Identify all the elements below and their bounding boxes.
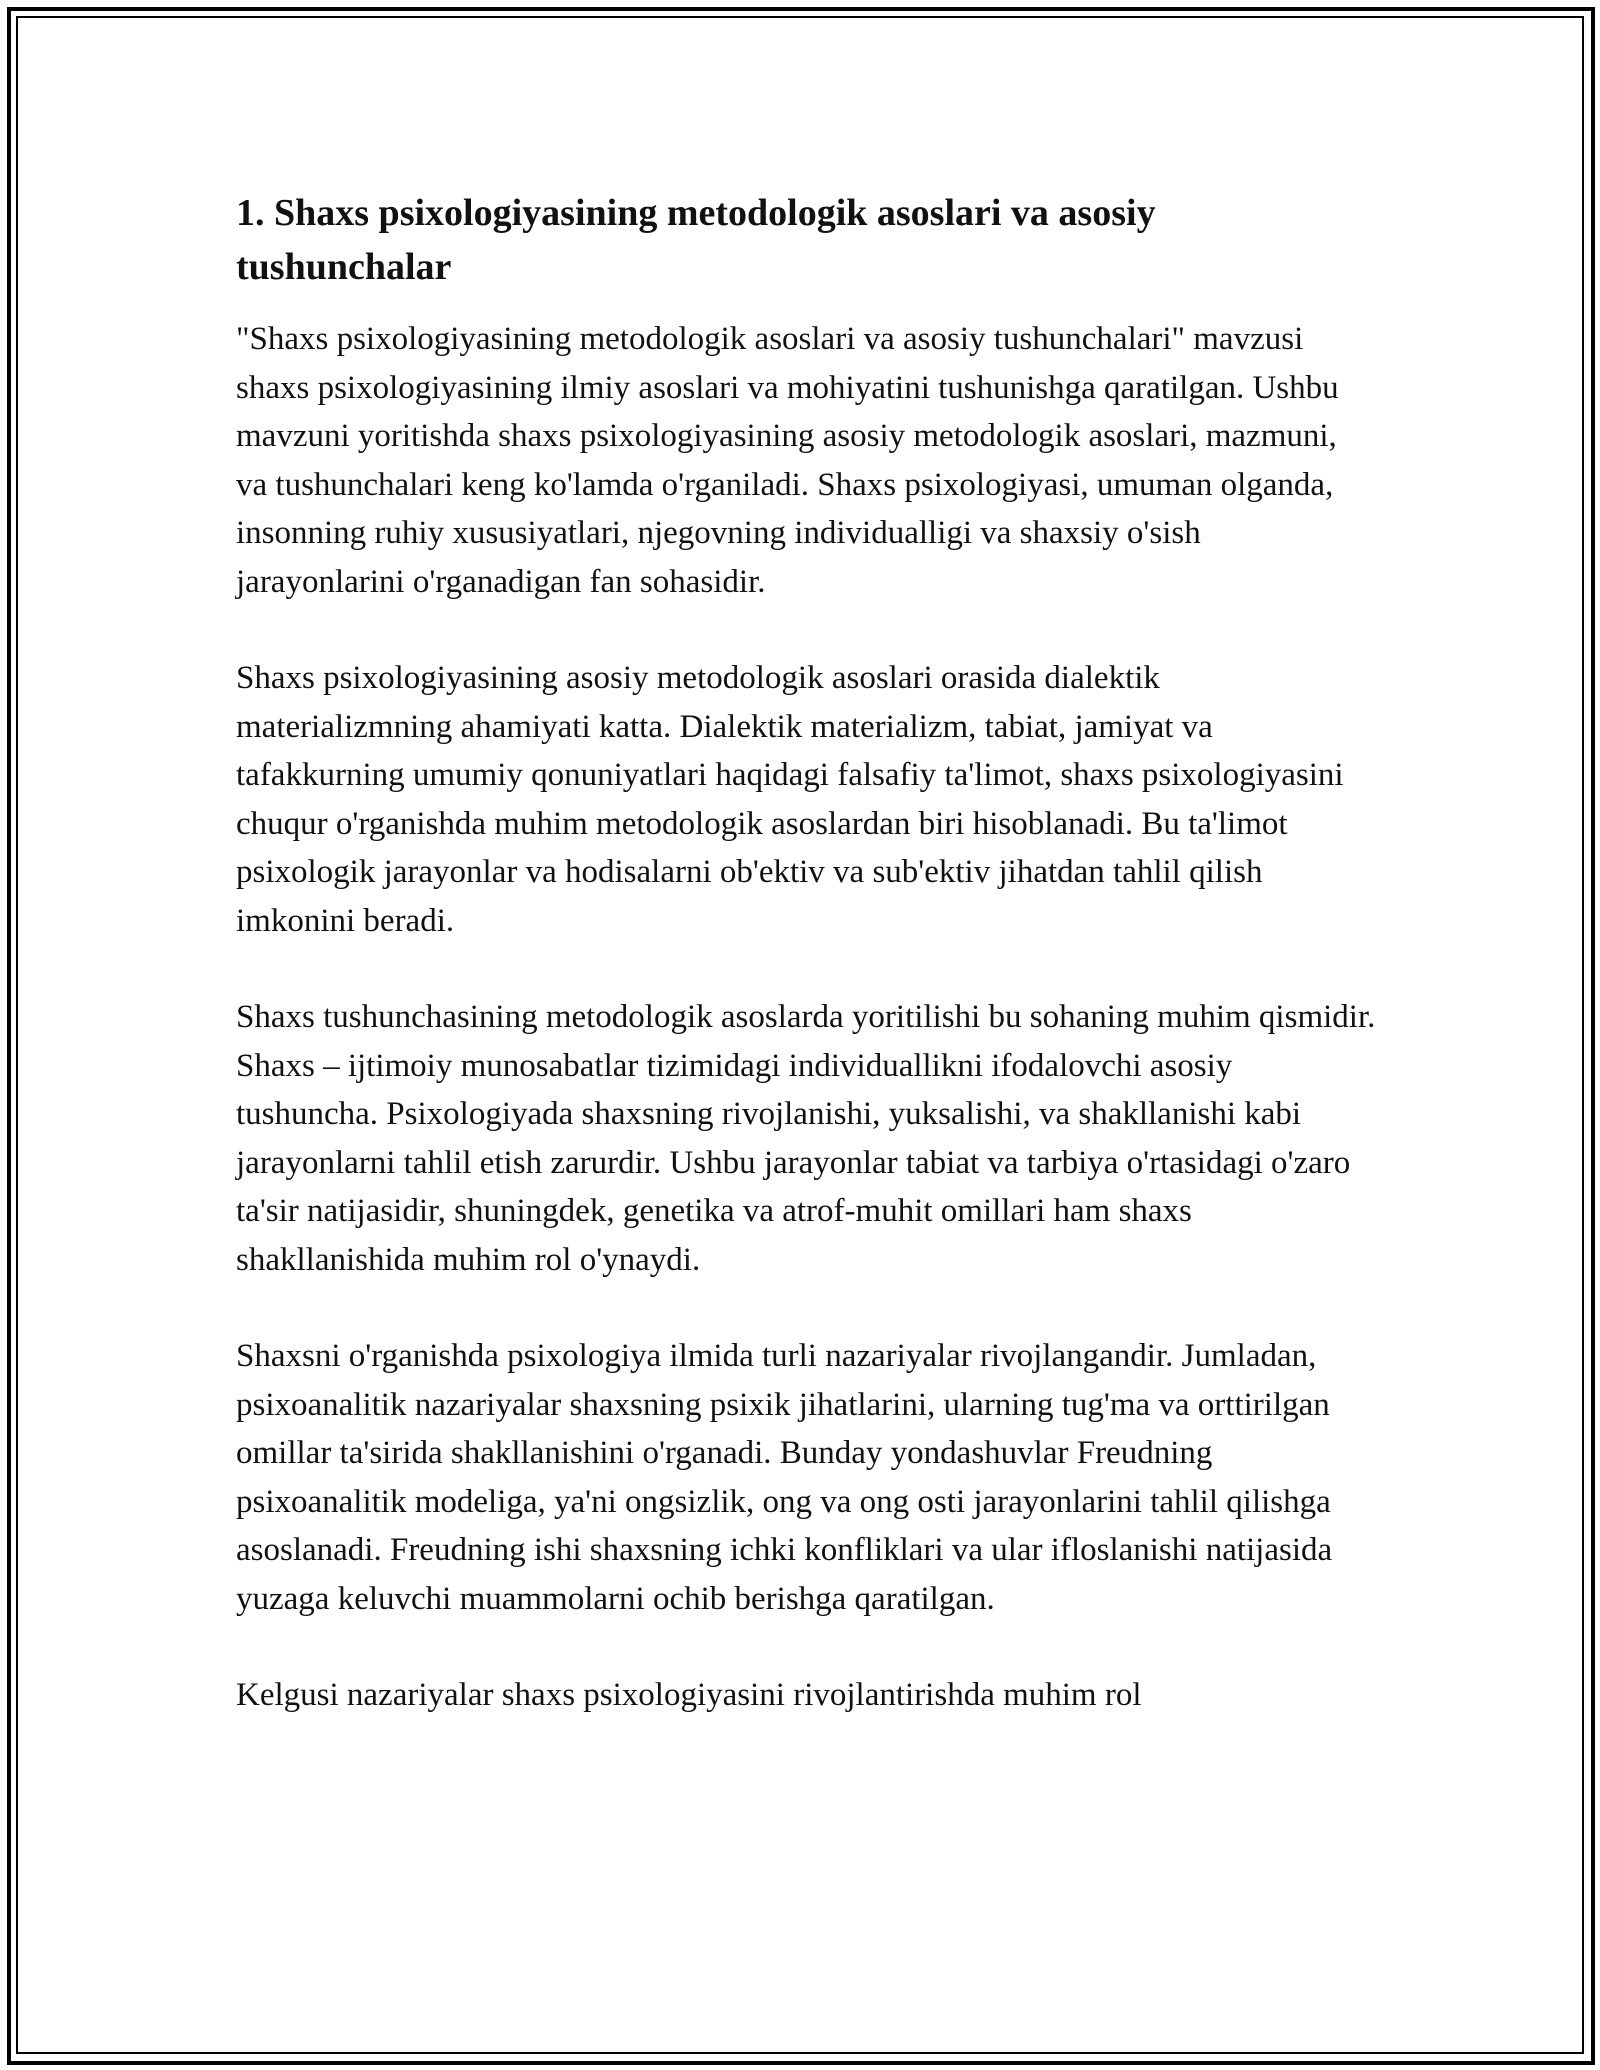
paragraph-1: "Shaxs psixologiyasining metodologik asoslari va asosiy tushunchalari" mavzusi shaxs psixologiyasining ilmiy asoslari va mohiyatini tushunishga qaratilgan. Ushbu mavzuni yoritishda shaxs psixologiyasining asosiy metodologik asoslari, mazmuni, va tushunchalari keng ko'lamda o'rganiladi. Shaxs psixologiyasi, umuman olganda, insonning ruhiy xususiyatlari, njegovning individualligi va shaxsiy o'sish jarayonlarini o'rganadigan fan sohasidir. [236, 321, 1339, 600]
paragraph-2: Shaxs psixologiyasining asosiy metodologik asoslari orasida dialektik materializmning ahamiyati katta. Dialektik materializm, tabiat, jamiyat va tafakkurning umumiy qonuniyatlari haqidagi falsafiy ta'limot, shaxs psixologiyasini chuqur o'rganishda muhim metodologik asoslardan biri hisoblanadi. Bu ta'limot psixologik jarayonlar va hodisalarni ob'ektiv va sub'ektiv jihatdan tahlil qilish imkonini beradi. [236, 660, 1344, 939]
section-heading: 1. Shaxs psixologiyasining metodologik asoslari va asosiy tushunchalar [236, 192, 1156, 288]
paragraph-5: Kelgusi nazariyalar shaxs psixologiyasini rivojlantirishda muhim rol [236, 1677, 1142, 1713]
document-body [236, 186, 1376, 1720]
paragraph-3: Shaxs tushunchasining metodologik asoslarda yoritilishi bu sohaning muhim qismidir. Shaxs – ijtimoiy munosabatlar tizimidagi individuallikni ifodalovchi asosiy tushuncha. Psixologiyada shaxsning rivojlanishi, yuksalishi, va shakllanishi kabi jarayonlarni tahlil etish zarurdir. Ushbu jarayonlar tabiat va tarbiya o'rtasidagi o'zaro ta'sir natijasidir, shuningdek, genetika va atrof-muhit omillari ham shaxs shakllanishida muhim rol o'ynaydi. [236, 999, 1376, 1278]
paragraph-4: Shaxsni o'rganishda psixologiya ilmida turli nazariyalar rivojlangandir. Jumladan, psixoanalitik nazariyalar shaxsning psixik jihatlarini, ularning tug'ma va orttirilgan omillar ta'sirida shakllanishini o'rganadi. Bunday yondashuvlar Freudning psixoanalitik modeliga, ya'ni ongsizlik, ong va ong osti jarayonlarini tahlil qilishga asoslanadi. Freudning ishi shaxsning ichki konfliklari va ular ifloslanishi natijasida yuzaga keluvchi muammolarni ochib berishga qaratilgan. [236, 1338, 1333, 1617]
